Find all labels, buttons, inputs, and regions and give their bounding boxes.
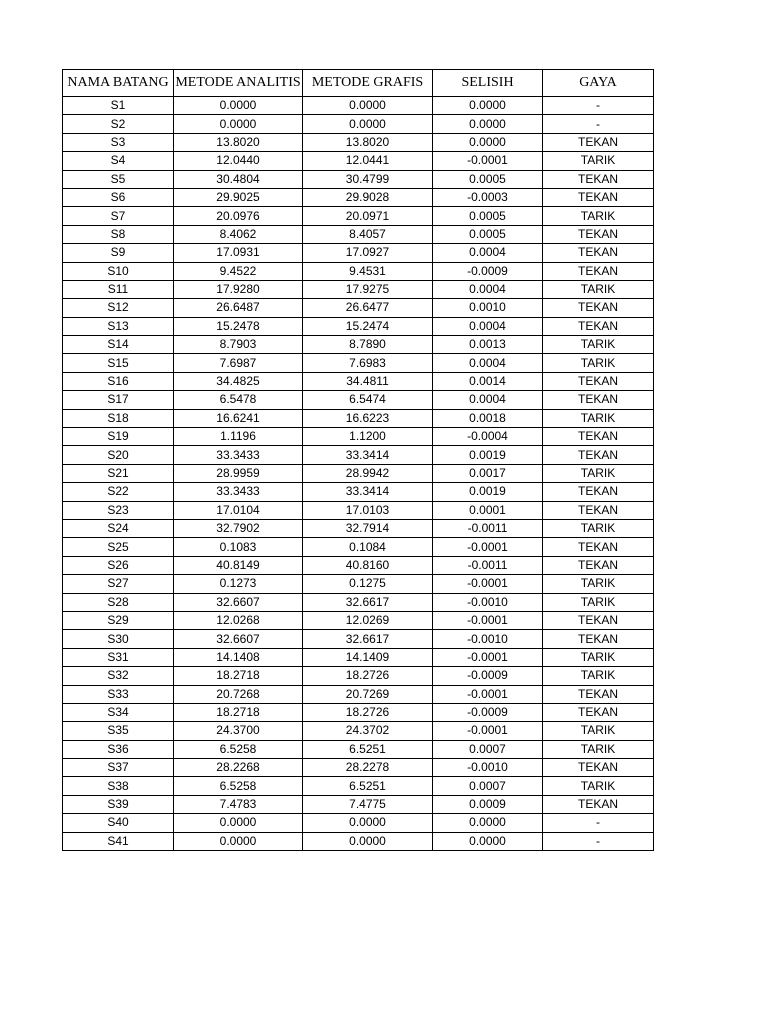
difference-cell: -0.0011 [433, 556, 543, 574]
graphic-value-cell: 7.6983 [303, 354, 433, 372]
force-type-cell: TEKAN [543, 556, 654, 574]
force-type-cell: TARIK [543, 336, 654, 354]
difference-cell: -0.0009 [433, 262, 543, 280]
analytic-value-cell: 28.9959 [174, 464, 303, 482]
member-name-cell: S39 [63, 795, 174, 813]
analytic-value-cell: 17.9280 [174, 280, 303, 298]
table-row [63, 133, 654, 151]
difference-cell: -0.0001 [433, 152, 543, 170]
member-name-cell: S7 [63, 207, 174, 225]
member-name-cell: S10 [63, 262, 174, 280]
analytic-value-cell: 20.0976 [174, 207, 303, 225]
graphic-value-cell: 0.1084 [303, 538, 433, 556]
force-type-cell: TARIK [543, 777, 654, 795]
table-row [63, 648, 654, 666]
analytic-value-cell: 0.1083 [174, 538, 303, 556]
member-name-cell: S22 [63, 483, 174, 501]
member-name-cell: S8 [63, 225, 174, 243]
force-type-cell: TEKAN [543, 483, 654, 501]
member-name-cell: S37 [63, 759, 174, 777]
graphic-value-cell: 33.3414 [303, 483, 433, 501]
table-row [63, 759, 654, 777]
graphic-value-cell: 32.7914 [303, 519, 433, 537]
force-type-cell: TEKAN [543, 317, 654, 335]
analytic-value-cell: 6.5478 [174, 391, 303, 409]
analytic-value-cell: 18.2718 [174, 703, 303, 721]
analytic-value-cell: 0.0000 [174, 814, 303, 832]
analytic-value-cell: 33.3433 [174, 483, 303, 501]
member-name-cell: S19 [63, 428, 174, 446]
analytic-value-cell: 26.6487 [174, 299, 303, 317]
difference-cell: 0.0007 [433, 740, 543, 758]
table-row [63, 611, 654, 629]
force-type-cell: TEKAN [543, 703, 654, 721]
header-gaya: GAYA [543, 70, 654, 97]
analytic-value-cell: 7.4783 [174, 795, 303, 813]
force-type-cell: TEKAN [543, 446, 654, 464]
force-type-cell: TARIK [543, 648, 654, 666]
graphic-value-cell: 16.6223 [303, 409, 433, 427]
graphic-value-cell: 0.0000 [303, 97, 433, 115]
table-row [63, 409, 654, 427]
difference-cell: -0.0010 [433, 630, 543, 648]
graphic-value-cell: 14.1409 [303, 648, 433, 666]
analytic-value-cell: 16.6241 [174, 409, 303, 427]
difference-cell: 0.0013 [433, 336, 543, 354]
analytic-value-cell: 32.6607 [174, 630, 303, 648]
difference-cell: 0.0004 [433, 317, 543, 335]
difference-cell: -0.0003 [433, 188, 543, 206]
member-name-cell: S25 [63, 538, 174, 556]
graphic-value-cell: 33.3414 [303, 446, 433, 464]
graphic-value-cell: 9.4531 [303, 262, 433, 280]
analytic-value-cell: 32.6607 [174, 593, 303, 611]
table-row [63, 207, 654, 225]
table-row [63, 446, 654, 464]
table-row [63, 814, 654, 832]
table-row [63, 188, 654, 206]
force-type-cell: TEKAN [543, 372, 654, 390]
difference-cell: 0.0001 [433, 501, 543, 519]
difference-cell: -0.0004 [433, 428, 543, 446]
analytic-value-cell: 30.4804 [174, 170, 303, 188]
table-row [63, 795, 654, 813]
member-name-cell: S26 [63, 556, 174, 574]
force-type-cell: TARIK [543, 280, 654, 298]
force-type-cell: TARIK [543, 593, 654, 611]
member-name-cell: S5 [63, 170, 174, 188]
analytic-value-cell: 17.0104 [174, 501, 303, 519]
table-row [63, 630, 654, 648]
difference-cell: -0.0001 [433, 648, 543, 666]
member-name-cell: S11 [63, 280, 174, 298]
member-name-cell: S31 [63, 648, 174, 666]
table-row [63, 667, 654, 685]
difference-cell: 0.0004 [433, 354, 543, 372]
table-row [63, 372, 654, 390]
graphic-value-cell: 6.5474 [303, 391, 433, 409]
force-type-cell: TEKAN [543, 630, 654, 648]
analytic-value-cell: 33.3433 [174, 446, 303, 464]
table-row [63, 575, 654, 593]
table-row [63, 740, 654, 758]
table-row [63, 464, 654, 482]
table-row [63, 97, 654, 115]
difference-cell: -0.0009 [433, 703, 543, 721]
force-type-cell: - [543, 115, 654, 133]
graphic-value-cell: 12.0441 [303, 152, 433, 170]
graphic-value-cell: 17.0103 [303, 501, 433, 519]
difference-cell: -0.0001 [433, 611, 543, 629]
force-type-cell: TEKAN [543, 133, 654, 151]
graphic-value-cell: 20.7269 [303, 685, 433, 703]
force-type-cell: TEKAN [543, 759, 654, 777]
member-name-cell: S17 [63, 391, 174, 409]
member-name-cell: S36 [63, 740, 174, 758]
analytic-value-cell: 8.4062 [174, 225, 303, 243]
analytic-value-cell: 13.8020 [174, 133, 303, 151]
graphic-value-cell: 18.2726 [303, 667, 433, 685]
table-row [63, 280, 654, 298]
analytic-value-cell: 34.4825 [174, 372, 303, 390]
graphic-value-cell: 0.0000 [303, 115, 433, 133]
member-name-cell: S16 [63, 372, 174, 390]
analytic-value-cell: 0.0000 [174, 97, 303, 115]
force-type-cell: TEKAN [543, 538, 654, 556]
table-row [63, 170, 654, 188]
graphic-value-cell: 24.3702 [303, 722, 433, 740]
member-name-cell: S33 [63, 685, 174, 703]
member-name-cell: S30 [63, 630, 174, 648]
graphic-value-cell: 12.0269 [303, 611, 433, 629]
force-type-cell: TEKAN [543, 262, 654, 280]
difference-cell: 0.0005 [433, 225, 543, 243]
force-type-cell: - [543, 814, 654, 832]
graphic-value-cell: 8.7890 [303, 336, 433, 354]
analytic-value-cell: 14.1408 [174, 648, 303, 666]
table-row [63, 703, 654, 721]
member-name-cell: S9 [63, 244, 174, 262]
table-row [63, 483, 654, 501]
analytic-value-cell: 6.5258 [174, 740, 303, 758]
force-type-cell: TARIK [543, 519, 654, 537]
analytic-value-cell: 40.8149 [174, 556, 303, 574]
force-type-cell: TARIK [543, 354, 654, 372]
table-row [63, 556, 654, 574]
difference-cell: 0.0005 [433, 170, 543, 188]
member-name-cell: S2 [63, 115, 174, 133]
member-name-cell: S34 [63, 703, 174, 721]
graphic-value-cell: 32.6617 [303, 630, 433, 648]
graphic-value-cell: 15.2474 [303, 317, 433, 335]
graphic-value-cell: 7.4775 [303, 795, 433, 813]
analytic-value-cell: 18.2718 [174, 667, 303, 685]
analytic-value-cell: 0.1273 [174, 575, 303, 593]
member-name-cell: S38 [63, 777, 174, 795]
table-row [63, 336, 654, 354]
table-row [63, 428, 654, 446]
difference-cell: 0.0019 [433, 483, 543, 501]
difference-cell: 0.0014 [433, 372, 543, 390]
header-selisih: SELISIH [433, 70, 543, 97]
member-name-cell: S28 [63, 593, 174, 611]
table-row [63, 391, 654, 409]
header-metode-analitis: METODE ANALITIS [174, 70, 303, 97]
table-row [63, 262, 654, 280]
table-row [63, 317, 654, 335]
member-name-cell: S24 [63, 519, 174, 537]
header-nama-batang: NAMA BATANG [63, 70, 174, 97]
table-row [63, 685, 654, 703]
difference-cell: 0.0018 [433, 409, 543, 427]
force-type-cell: TEKAN [543, 391, 654, 409]
difference-cell: 0.0000 [433, 133, 543, 151]
table-row [63, 354, 654, 372]
difference-cell: 0.0017 [433, 464, 543, 482]
force-type-cell: TEKAN [543, 225, 654, 243]
graphic-value-cell: 17.9275 [303, 280, 433, 298]
analytic-value-cell: 12.0268 [174, 611, 303, 629]
analytic-value-cell: 0.0000 [174, 832, 303, 850]
force-type-cell: TEKAN [543, 188, 654, 206]
table-row [63, 152, 654, 170]
force-type-cell: TARIK [543, 575, 654, 593]
difference-cell: 0.0005 [433, 207, 543, 225]
force-type-cell: TEKAN [543, 428, 654, 446]
member-name-cell: S1 [63, 97, 174, 115]
force-type-cell: TARIK [543, 740, 654, 758]
graphic-value-cell: 0.0000 [303, 814, 433, 832]
table-row [63, 538, 654, 556]
force-type-cell: TARIK [543, 207, 654, 225]
table-row [63, 244, 654, 262]
member-force-table [62, 69, 654, 851]
analytic-value-cell: 15.2478 [174, 317, 303, 335]
member-name-cell: S23 [63, 501, 174, 519]
graphic-value-cell: 28.2278 [303, 759, 433, 777]
graphic-value-cell: 6.5251 [303, 777, 433, 795]
member-name-cell: S41 [63, 832, 174, 850]
member-name-cell: S13 [63, 317, 174, 335]
table-row [63, 832, 654, 850]
difference-cell: -0.0001 [433, 685, 543, 703]
difference-cell: 0.0007 [433, 777, 543, 795]
graphic-value-cell: 29.9028 [303, 188, 433, 206]
table-row [63, 115, 654, 133]
force-type-cell: TARIK [543, 152, 654, 170]
table-row [63, 722, 654, 740]
force-type-cell: TARIK [543, 409, 654, 427]
table-row [63, 299, 654, 317]
table-row [63, 501, 654, 519]
member-name-cell: S20 [63, 446, 174, 464]
graphic-value-cell: 40.8160 [303, 556, 433, 574]
analytic-value-cell: 7.6987 [174, 354, 303, 372]
difference-cell: 0.0019 [433, 446, 543, 464]
member-name-cell: S4 [63, 152, 174, 170]
header-row [63, 70, 654, 97]
difference-cell: -0.0011 [433, 519, 543, 537]
member-name-cell: S15 [63, 354, 174, 372]
force-type-cell: TEKAN [543, 611, 654, 629]
table-row [63, 225, 654, 243]
force-type-cell: TEKAN [543, 170, 654, 188]
analytic-value-cell: 28.2268 [174, 759, 303, 777]
analytic-value-cell: 20.7268 [174, 685, 303, 703]
analytic-value-cell: 8.7903 [174, 336, 303, 354]
graphic-value-cell: 1.1200 [303, 428, 433, 446]
graphic-value-cell: 13.8020 [303, 133, 433, 151]
graphic-value-cell: 34.4811 [303, 372, 433, 390]
difference-cell: 0.0000 [433, 115, 543, 133]
force-type-cell: TEKAN [543, 299, 654, 317]
force-type-cell: TEKAN [543, 244, 654, 262]
analytic-value-cell: 9.4522 [174, 262, 303, 280]
member-name-cell: S32 [63, 667, 174, 685]
difference-cell: 0.0004 [433, 280, 543, 298]
header-metode-grafis: METODE GRAFIS [303, 70, 433, 97]
analytic-value-cell: 17.0931 [174, 244, 303, 262]
analytic-value-cell: 24.3700 [174, 722, 303, 740]
analytic-value-cell: 32.7902 [174, 519, 303, 537]
graphic-value-cell: 32.6617 [303, 593, 433, 611]
table-row [63, 519, 654, 537]
difference-cell: 0.0000 [433, 832, 543, 850]
member-name-cell: S3 [63, 133, 174, 151]
table-row [63, 777, 654, 795]
graphic-value-cell: 0.1275 [303, 575, 433, 593]
member-name-cell: S14 [63, 336, 174, 354]
member-name-cell: S27 [63, 575, 174, 593]
difference-cell: -0.0001 [433, 722, 543, 740]
table-body [63, 97, 654, 851]
graphic-value-cell: 26.6477 [303, 299, 433, 317]
difference-cell: -0.0010 [433, 593, 543, 611]
difference-cell: 0.0010 [433, 299, 543, 317]
graphic-value-cell: 28.9942 [303, 464, 433, 482]
difference-cell: -0.0001 [433, 575, 543, 593]
member-name-cell: S35 [63, 722, 174, 740]
member-name-cell: S18 [63, 409, 174, 427]
difference-cell: 0.0004 [433, 391, 543, 409]
difference-cell: 0.0004 [433, 244, 543, 262]
force-type-cell: TEKAN [543, 795, 654, 813]
difference-cell: 0.0009 [433, 795, 543, 813]
difference-cell: -0.0001 [433, 538, 543, 556]
force-type-cell: TARIK [543, 722, 654, 740]
graphic-value-cell: 8.4057 [303, 225, 433, 243]
difference-cell: -0.0009 [433, 667, 543, 685]
graphic-value-cell: 0.0000 [303, 832, 433, 850]
force-type-cell: TEKAN [543, 501, 654, 519]
member-name-cell: S29 [63, 611, 174, 629]
analytic-value-cell: 0.0000 [174, 115, 303, 133]
member-name-cell: S12 [63, 299, 174, 317]
force-type-cell: TARIK [543, 667, 654, 685]
graphic-value-cell: 30.4799 [303, 170, 433, 188]
member-name-cell: S21 [63, 464, 174, 482]
analytic-value-cell: 1.1196 [174, 428, 303, 446]
force-type-cell: TARIK [543, 464, 654, 482]
graphic-value-cell: 20.0971 [303, 207, 433, 225]
analytic-value-cell: 29.9025 [174, 188, 303, 206]
graphic-value-cell: 17.0927 [303, 244, 433, 262]
table-row [63, 593, 654, 611]
analytic-value-cell: 6.5258 [174, 777, 303, 795]
difference-cell: 0.0000 [433, 97, 543, 115]
graphic-value-cell: 18.2726 [303, 703, 433, 721]
difference-cell: -0.0010 [433, 759, 543, 777]
member-name-cell: S40 [63, 814, 174, 832]
force-type-cell: - [543, 832, 654, 850]
member-name-cell: S6 [63, 188, 174, 206]
force-type-cell: TEKAN [543, 685, 654, 703]
analytic-value-cell: 12.0440 [174, 152, 303, 170]
graphic-value-cell: 6.5251 [303, 740, 433, 758]
difference-cell: 0.0000 [433, 814, 543, 832]
force-type-cell: - [543, 97, 654, 115]
